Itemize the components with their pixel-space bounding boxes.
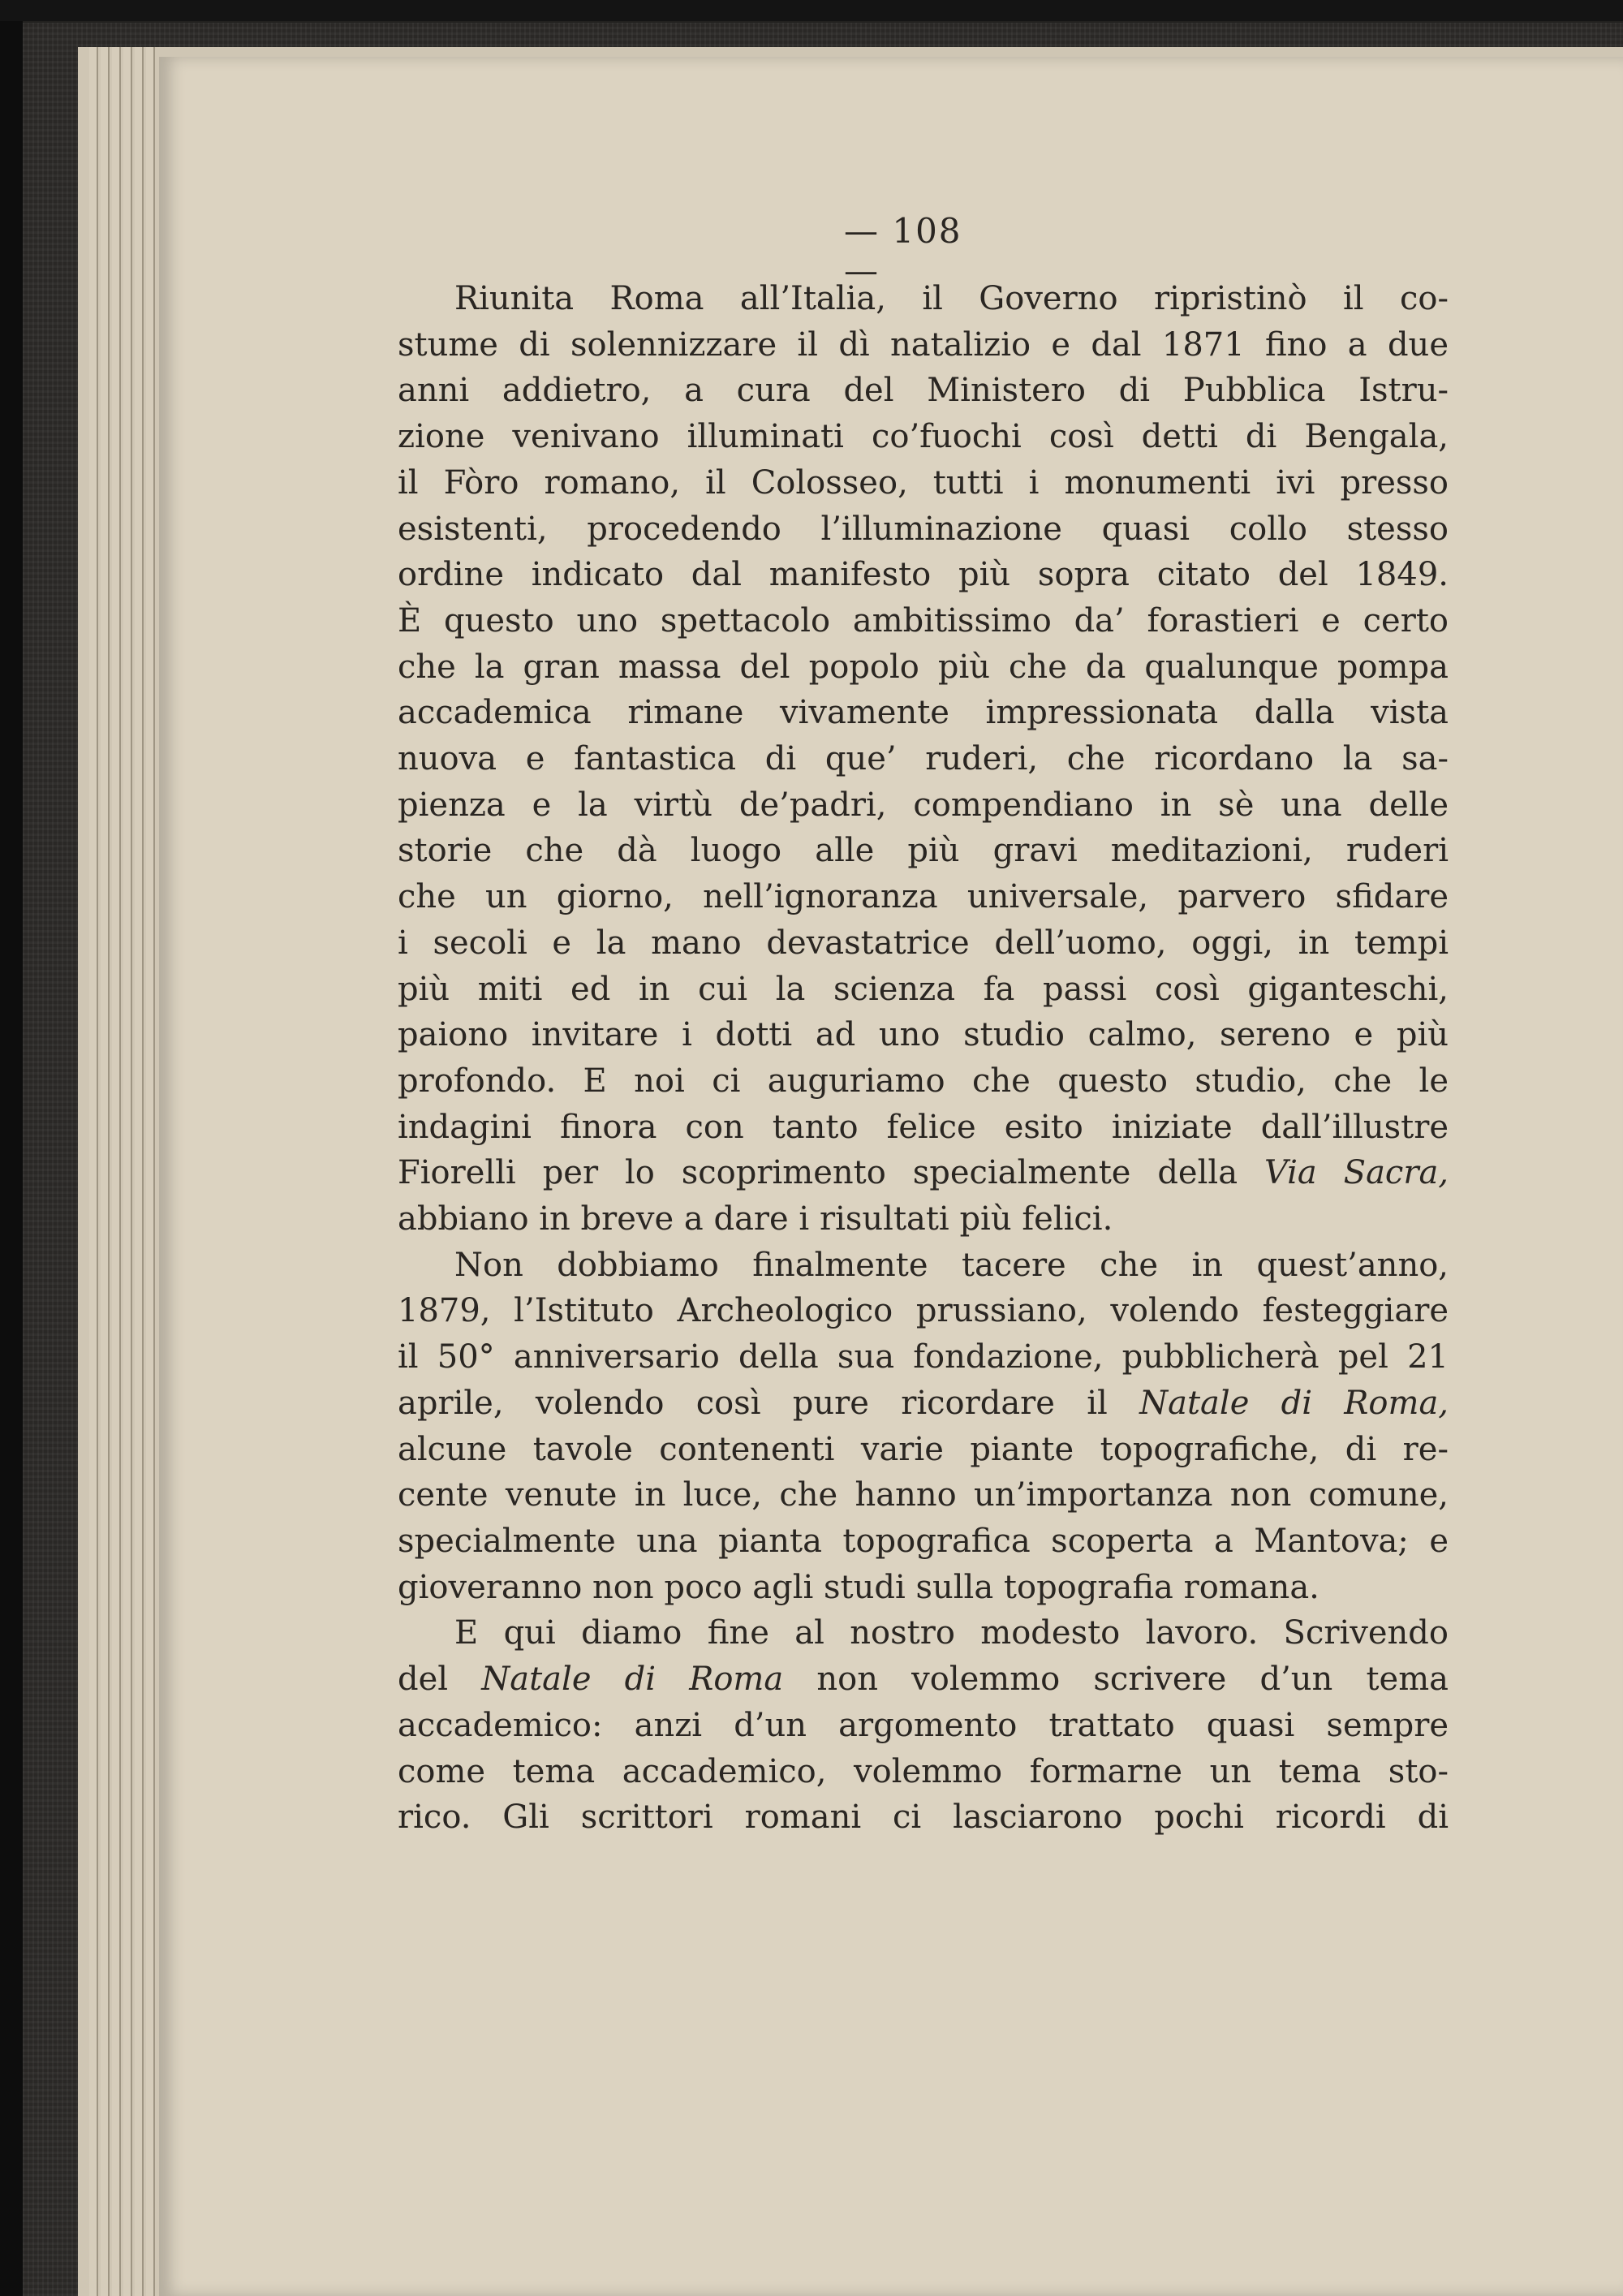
text-line: [398, 736, 1449, 782]
text-line: [398, 1749, 1449, 1795]
page-edge: [101, 47, 110, 2296]
italic-phrase: Natale di Roma,: [1139, 1384, 1449, 1422]
text-line: [398, 1427, 1449, 1473]
text-line: [398, 1656, 1449, 1703]
text-line-content: rico. Gli scrittori romani ci lasciarono pochi ricordi di: [398, 1798, 1449, 1837]
text-line-content: ordine indicato dal manifesto più sopra citato del 1849.: [398, 556, 1449, 594]
text-line-content: nuova e fantastica di que’ ruderi, che ricordano la sa-: [398, 740, 1449, 778]
text-line-content: E qui diamo fine al nostro modesto lavoro. Scrivendo: [454, 1614, 1449, 1652]
text-line: [398, 1794, 1449, 1841]
text-line-content: del: [398, 1661, 449, 1699]
text-line: [398, 967, 1449, 1013]
text-line: [398, 368, 1449, 414]
page-edge: [89, 47, 98, 2296]
text-line: [398, 276, 1449, 322]
text-line: [398, 920, 1449, 967]
cover-top-edge: [0, 0, 1623, 21]
text-line-content: aprile, volendo così pure ricordare il: [398, 1384, 1108, 1422]
text-line-content: il 50° anniversario della sua fondazione, pubblicherà pel 21: [398, 1338, 1449, 1376]
text-line-content: il Fòro romano, il Colosseo, tutti i monumenti ivi presso: [398, 463, 1449, 502]
text-line: [398, 1472, 1449, 1518]
text-line-content: zione venivano illuminati co’fuochi così detti di Bengala,: [398, 418, 1449, 456]
text-line: [398, 644, 1449, 691]
text-line: [398, 874, 1449, 920]
spine-edge: [0, 0, 23, 2296]
text-line-content: cente venute in luce, che hanno un’importanza non comune,: [398, 1476, 1449, 1514]
text-line-content: pienza e la virtù de’padri, compendiano in sè una delle: [398, 786, 1449, 824]
text-line-content: specialmente una pianta topografica scoperta a Mantova; e: [398, 1522, 1449, 1560]
text-line-content: Fiorelli per lo scoprimento specialmente della: [398, 1154, 1238, 1192]
page-edge: [123, 47, 132, 2296]
text-line: [398, 1703, 1449, 1749]
text-line: [398, 414, 1449, 460]
text-line: [398, 1058, 1449, 1105]
text-line-content: alcune tavole contenenti varie piante topografiche, di re-: [398, 1430, 1449, 1468]
text-line-content: indagini finora con tanto felice esito iniziate dall’illustre: [398, 1108, 1449, 1146]
page-edge: [135, 47, 144, 2296]
text-line-content: Non dobbiamo finalmente tacere che in quest’anno,: [454, 1246, 1449, 1284]
text-line: [398, 552, 1449, 598]
text-line-content: esistenti, procedendo l’illuminazione quasi collo stesso: [398, 510, 1449, 548]
text-line-content: più miti ed in cui la scienza fa passi così giganteschi,: [398, 970, 1449, 1008]
text-line-content: accademica rimane vivamente impressionata dalla vista: [398, 694, 1449, 732]
text-line: [398, 1518, 1449, 1565]
text-line-content: i secoli e la mano devastatrice dell’uomo, oggi, in tempi: [398, 924, 1449, 962]
text-line-content: Riunita Roma all’Italia, il Governo ripristinò il co-: [454, 280, 1449, 317]
text-line: [398, 322, 1449, 368]
text-line: [398, 782, 1449, 829]
page-edge: [112, 47, 121, 2296]
text-line-content: 1879, l’Istituto Archeologico prussiano, volendo festeggiare: [398, 1292, 1449, 1330]
page-number: — 108 —: [844, 211, 962, 291]
text-line-content: abbiano in breve a dare i risultati più felici.: [398, 1200, 1113, 1238]
text-line-content: come tema accademico, volemmo formarne un tema sto-: [398, 1752, 1449, 1790]
text-line: [398, 1105, 1449, 1151]
text-line: [398, 690, 1449, 736]
text-line-content: È questo uno spettacolo ambitissimo da’ forastieri e certo: [398, 601, 1449, 640]
italic-phrase: Natale di Roma: [481, 1661, 784, 1699]
text-line: [398, 506, 1449, 553]
text-line: [398, 1565, 1449, 1611]
text-line: [398, 460, 1449, 506]
text-line-content: paiono invitare i dotti ad uno studio calmo, sereno e più: [398, 1016, 1449, 1054]
text-line: [398, 1012, 1449, 1058]
text-line: [398, 828, 1449, 874]
text-line: [398, 1150, 1449, 1196]
text-line-content: gioveranno non poco agli studi sulla topografia romana.: [398, 1568, 1319, 1606]
text-line: [398, 598, 1449, 644]
text-line-content: anni addietro, a cura del Ministero di Pubblica Istru-: [398, 372, 1449, 410]
text-line-content: accademico: anzi d’un argomento trattato quasi sempre: [398, 1706, 1449, 1744]
text-line: [398, 1288, 1449, 1334]
text-line: [398, 1243, 1449, 1289]
text-line-content: stume di solennizzare il dì natalizio e dal 1871 fino a due: [398, 325, 1449, 364]
text-line-content: storie che dà luogo alle più gravi meditazioni, ruderi: [398, 832, 1449, 870]
italic-phrase: Via Sacra,: [1264, 1154, 1449, 1192]
page-edge: [146, 47, 155, 2296]
text-line: [398, 1196, 1449, 1243]
text-line-content: che la gran massa del popolo più che da qualunque pompa: [398, 648, 1449, 686]
text-line: [398, 1610, 1449, 1656]
body-text: [398, 276, 1449, 1841]
text-line: [398, 1381, 1449, 1427]
text-line-tail: non volemmo scrivere d’un tema: [816, 1661, 1449, 1699]
text-line-content: che un giorno, nell’ignoranza universale, parvero sfidare: [398, 878, 1449, 916]
text-line: [398, 1334, 1449, 1381]
text-line-content: profondo. E noi ci auguriamo che questo studio, che le: [398, 1062, 1449, 1100]
